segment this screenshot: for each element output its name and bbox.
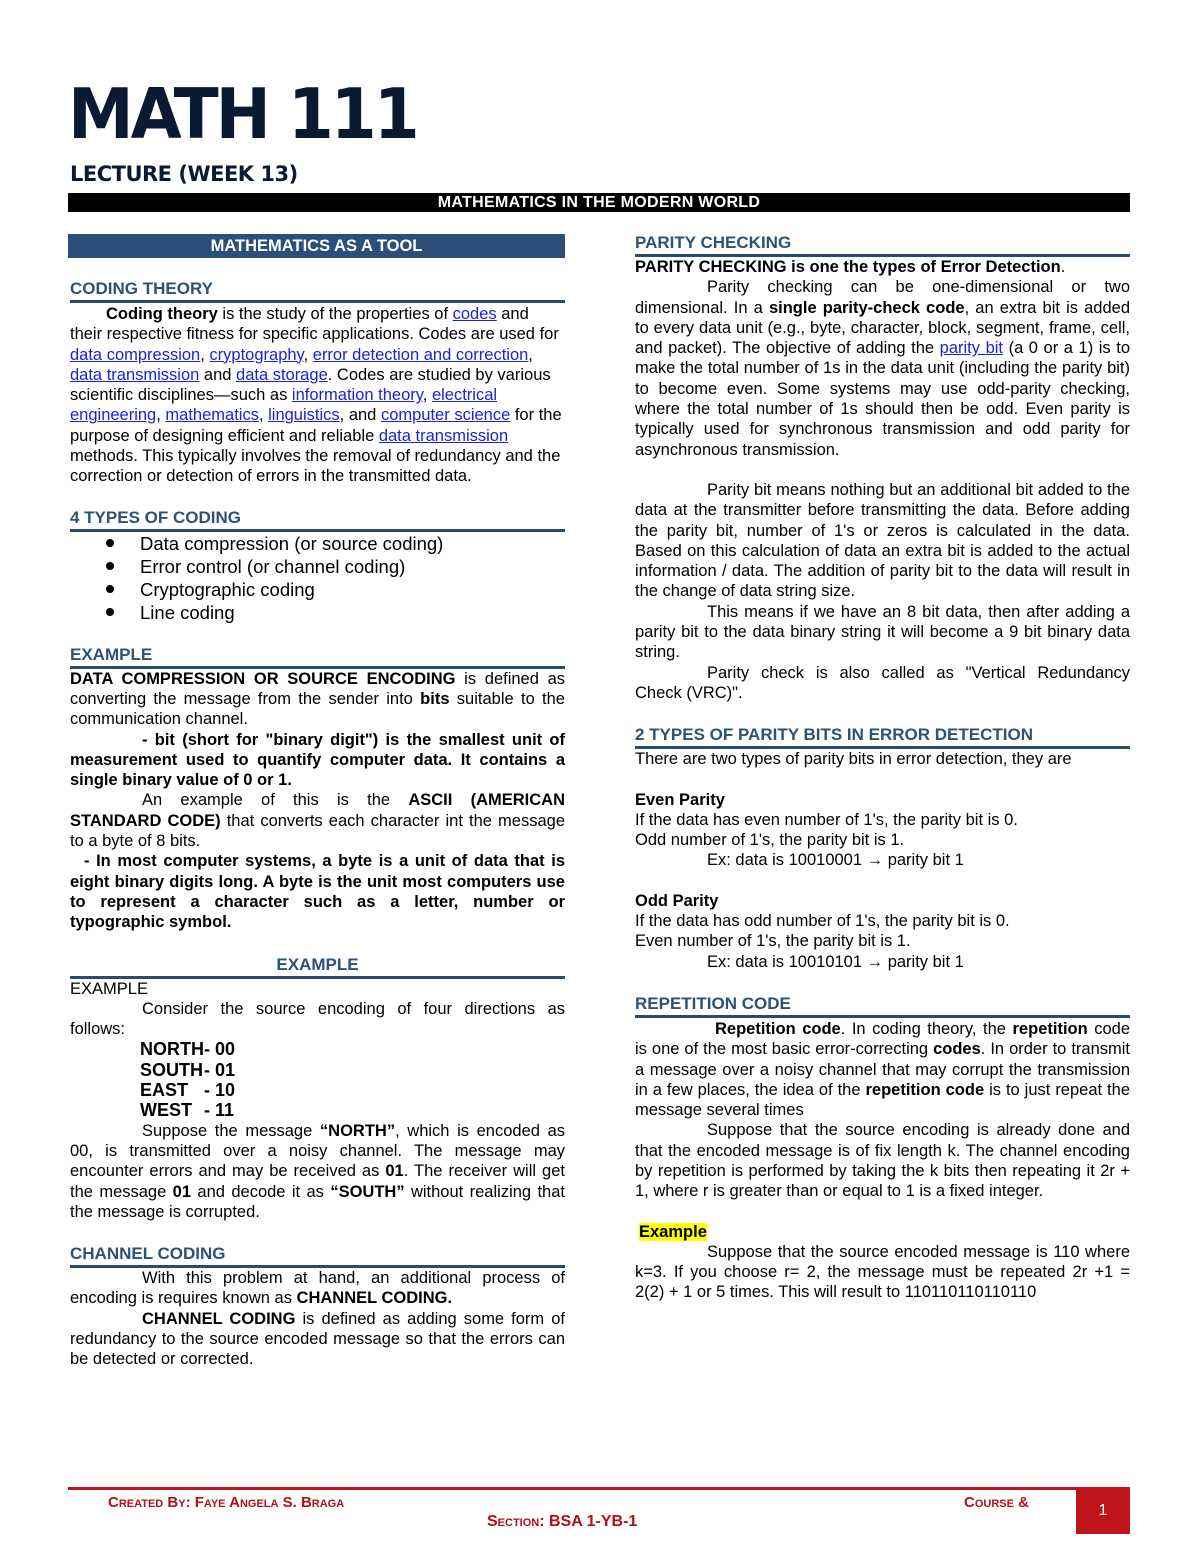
text-segment: With this problem at hand, an additional process of encoding is requires known as xyxy=(70,1269,565,1308)
direction-row xyxy=(70,1060,565,1080)
direction-code: - 10 xyxy=(204,1080,236,1101)
text-segment: is the study of the properties of xyxy=(217,305,453,323)
link-parity-bit[interactable]: parity bit xyxy=(939,339,1004,358)
term-01: 01 xyxy=(385,1162,404,1181)
example-2-heading: EXAMPLE xyxy=(70,954,565,979)
parity-heading: PARITY CHECKING xyxy=(635,232,1130,257)
parity-paragraph-1 xyxy=(635,277,1130,460)
directions-intro: Consider the source encoding of four directions as follows: xyxy=(70,999,565,1039)
direction-row xyxy=(70,1080,565,1100)
direction-name: WEST xyxy=(140,1100,192,1121)
text-segment: . Codes are studied by various scientific disciplines—such as xyxy=(70,365,551,405)
even-parity-rule-2: Odd number of 1's, the parity bit is 1. xyxy=(635,831,905,850)
parity-types-heading: 2 TYPES OF PARITY BITS IN ERROR DETECTION xyxy=(635,724,1130,749)
page-number: 1 xyxy=(1076,1487,1130,1534)
text-segment: Suppose the message xyxy=(142,1121,320,1140)
text-segment: . The receiver will get the message xyxy=(70,1162,565,1201)
parity-paragraph-3: This means if we have an 8 bit data, then after adding a parity bit to the data binary string it will become a 9 bit binary data string. xyxy=(635,602,1130,662)
text-segment: that converts each character int the message to a byte of 8 bits. xyxy=(70,811,566,851)
text-segment: is defined as adding some form of redundancy to the source encoded message so that the errors can be detected or corrected. xyxy=(70,1309,565,1369)
repetition-example: Suppose that the source encoded message is 110 where k=3. If you choose r= 2, the message must be repeated 2r +1 = 2(2) + 1 or 5 times. This will result to 110110110110110 xyxy=(635,1242,1130,1302)
text-segment: for the purpose of designing efficient and reliable xyxy=(70,406,562,445)
even-parity-rule-1: If the data has even number of 1's, the parity bit is 0. xyxy=(635,810,1018,829)
footer-course: Course & xyxy=(964,1494,1029,1511)
link-data-transmission-2[interactable]: data transmission xyxy=(378,426,509,445)
example-highlight-row xyxy=(635,1222,1130,1242)
odd-parity-rule-2: Even number of 1's, the parity bit is 1. xyxy=(635,932,911,951)
link-electrical-engineering[interactable]: electrical engineering xyxy=(70,386,498,425)
term-bits: bits xyxy=(420,689,450,708)
ascii-paragraph xyxy=(70,790,565,851)
link-cryptography[interactable]: cryptography xyxy=(209,345,304,364)
even-parity-example: Ex: data is 10010001 → parity bit 1 xyxy=(707,851,964,870)
text-segment: code is one of the most basic error-correcting xyxy=(635,1019,1130,1059)
course-banner: MATHEMATICS IN THE MODERN WORLD xyxy=(68,193,1130,212)
bit-definition-text: - bit (short for "binary digit") is the smallest unit of measurement used to quantify computer data. It contains a single binary value of 0 or 1. xyxy=(70,730,565,790)
list-item: Error control (or channel coding) xyxy=(70,555,565,578)
list-item: Line coding xyxy=(70,601,565,624)
link-error-detection[interactable]: error detection and correction xyxy=(312,345,529,364)
types-list xyxy=(70,532,565,624)
odd-parity-title-text: Odd Parity xyxy=(635,891,719,910)
coding-theory-paragraph: Coding theory is the study of the properties of codes and their respective fitness for specific applications. Codes are used for data compression, cryptography, error detection and correction, data transmission and data storage. Codes are studied by various scientific disciplines—such as information theory, electrical engineering, mathematics, linguistics, and computer science for the purpose of designing efficient and reliable data transmission methods. This typically involves the removal of redundancy and the correction or detection of errors in the transmitted data. xyxy=(70,305,562,486)
text-segment: . In order to transmit a message over a noisy channel that may corrupt the transmission in a few places, the idea of the xyxy=(635,1040,1130,1099)
byte-definition-text: - In most computer systems, a byte is a unit of data that is eight binary digits long. A byte is the unit most computers use to represent a character such as a letter, number or typographic symbol. xyxy=(70,852,565,932)
lecture-subtitle: LECTURE (WEEK 13) xyxy=(70,162,298,186)
text-segment: Parity checking can be one-dimensional or two dimensional. In a xyxy=(635,278,1130,317)
course-title: MATH 111 xyxy=(68,73,417,155)
term-north: “NORTH” xyxy=(319,1121,396,1140)
text-segment: and decode it as xyxy=(191,1182,331,1201)
parity-paragraph-2: Parity bit means nothing but an additional bit added to the data at the transmitter before transmitting the data. Before adding the parity bit, number of 1's or zeros is calculated in the data. Based on this calculation of data an extra bit is added to the actual information / data. The addition of parity bit to the data will result in the change of data string size. xyxy=(635,480,1130,601)
term-channel-coding: CHANNEL CODING xyxy=(142,1309,296,1328)
parity-types-intro: There are two types of parity bits in error detection, they are xyxy=(635,750,1072,769)
parity-paragraph-4: Parity check is also called as "Vertical Redundancy Check (VRC)". xyxy=(635,663,1130,702)
term-01: 01 xyxy=(172,1182,192,1201)
term-codes: codes xyxy=(933,1040,981,1059)
direction-row xyxy=(70,1100,565,1120)
term-data-compression: DATA COMPRESSION OR SOURCE ENCODING xyxy=(70,669,456,688)
north-paragraph xyxy=(70,1121,565,1222)
text-segment: (a 0 or a 1) is to make the total number of 1s in the data unit (including the parity bit) to become even. Some systems may use odd-parity checking, where the total number of 1s should then be odd. Even parity is typically used for synchronous transmission and odd parity for asynchronous transmission. xyxy=(635,339,1130,459)
repetition-paragraph-2: Suppose that the source encoding is already done and that the encoded message is of fix length k. The channel encoding by repetition is performed by taking the k bits then repeating it 2r + 1, where r is greater than or equal to 1 is a fixed integer. xyxy=(635,1121,1130,1201)
example-highlight: Example xyxy=(639,1222,707,1241)
parity-lead xyxy=(635,257,1130,277)
direction-code: - 11 xyxy=(204,1100,235,1121)
even-parity-title-text: Even Parity xyxy=(635,790,725,809)
text-segment: , an extra bit is added to every data unit (e.g., byte, character, block, segment, frame, cell, and packet). The objective of adding the xyxy=(635,298,1131,358)
types-heading: 4 TYPES OF CODING xyxy=(70,507,565,532)
text-segment: is to just repeat the message several times xyxy=(635,1080,1130,1120)
link-data-compression[interactable]: data compression xyxy=(70,345,201,364)
term-repetition: repetition xyxy=(1012,1019,1088,1038)
link-data-storage[interactable]: data storage xyxy=(236,365,328,384)
channel-paragraph-2 xyxy=(70,1309,565,1370)
channel-coding-heading: CHANNEL CODING xyxy=(70,1243,565,1268)
direction-code: - 00 xyxy=(204,1039,236,1060)
link-mathematics[interactable]: mathematics xyxy=(165,406,259,425)
channel-paragraph-1 xyxy=(70,1268,565,1309)
list-item: Cryptographic coding xyxy=(70,578,565,601)
repetition-heading: REPETITION CODE xyxy=(635,993,1130,1018)
text-segment: , which is encoded as 00, is transmitted over a noisy channel. The message may encounter errors and may be received as xyxy=(70,1121,565,1181)
term-repetition-code: repetition code xyxy=(865,1080,985,1099)
text-segment: and xyxy=(199,365,237,384)
text-segment: methods. This typically involves the removal of redundancy and the correction or detection of errors in the transmitted data. xyxy=(70,447,561,486)
bit-definition xyxy=(70,730,565,791)
text-segment: is defined as converting the message from the sender into xyxy=(70,669,565,708)
data-compression-paragraph xyxy=(70,669,565,730)
text-segment: without realizing that the message is corrupted. xyxy=(70,1182,565,1221)
term-channel-coding: CHANNEL CODING. xyxy=(296,1289,453,1308)
text-segment: . In coding theory, the xyxy=(840,1019,1013,1038)
right-column xyxy=(635,232,1130,1303)
footer-author: Created By: Faye Angela S. Braga xyxy=(108,1494,345,1511)
parity-lead-bold: PARITY CHECKING is one the types of Error Detection xyxy=(635,258,1061,276)
left-column xyxy=(70,224,565,1370)
tool-heading: MATHEMATICS AS A TOOL xyxy=(68,234,565,258)
term-coding-theory: Coding theory xyxy=(106,305,218,323)
link-codes[interactable]: codes xyxy=(452,305,497,323)
footer-rule xyxy=(68,1487,1076,1490)
term-ascii: ASCII (AMERICAN STANDARD CODE) xyxy=(70,791,565,830)
example-label: EXAMPLE xyxy=(70,979,148,998)
example-heading: EXAMPLE xyxy=(70,644,565,669)
link-information-theory[interactable]: information theory xyxy=(291,386,423,405)
odd-parity-rule-1: If the data has odd number of 1's, the parity bit is 0. xyxy=(635,912,1010,931)
link-linguistics[interactable]: linguistics xyxy=(268,406,340,425)
text-segment: and xyxy=(348,406,381,425)
link-computer-science[interactable]: computer science xyxy=(380,406,511,425)
coding-theory-heading: CODING THEORY xyxy=(70,278,565,303)
odd-parity-title xyxy=(635,891,1130,911)
term-repetition-code: Repetition code xyxy=(715,1019,841,1038)
term-south: “SOUTH” xyxy=(330,1182,405,1201)
even-parity-title xyxy=(635,790,1130,810)
link-data-transmission[interactable]: data transmission xyxy=(70,365,200,384)
direction-name: EAST xyxy=(140,1080,189,1101)
text-segment: suitable to the communication channel. xyxy=(70,689,565,729)
direction-code: - 01 xyxy=(204,1059,236,1080)
text-segment: and their respective fitness for specific applications. Codes are used for xyxy=(70,305,559,344)
list-item: Data compression (or source coding) xyxy=(70,532,565,555)
direction-row xyxy=(70,1039,565,1059)
odd-parity-example: Ex: data is 10010101 → parity bit 1 xyxy=(707,952,964,971)
text-segment: . xyxy=(1060,258,1066,276)
repetition-paragraph-1 xyxy=(635,1019,1130,1120)
footer-section: Section: BSA 1-YB-1 xyxy=(487,1513,638,1530)
direction-name: NORTH xyxy=(140,1039,204,1060)
direction-name: SOUTH xyxy=(140,1059,203,1080)
text-segment: An example of this is the xyxy=(142,791,409,810)
term-single-parity: single parity-check code xyxy=(768,298,965,317)
byte-definition xyxy=(70,851,565,932)
